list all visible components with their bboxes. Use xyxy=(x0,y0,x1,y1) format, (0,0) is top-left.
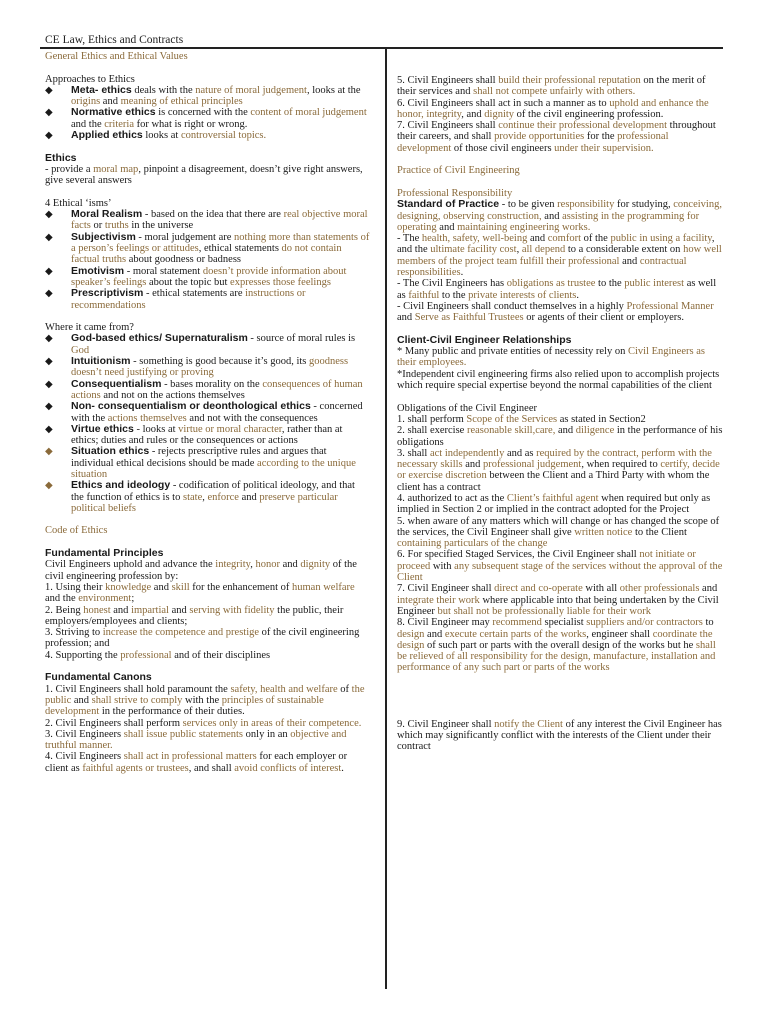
diamond-bullet-icon: ◆ xyxy=(45,446,53,458)
highlighted-text: nothing more than statements of a person’s feelings or attitudes xyxy=(71,231,370,255)
highlighted-text: honor xyxy=(255,559,280,571)
highlighted-text: virtue or moral character xyxy=(178,423,282,435)
diamond-bullet-icon: ◆ xyxy=(45,378,53,390)
highlighted-text: content of moral judgement xyxy=(250,107,367,119)
diamond-bullet-icon: ◆ xyxy=(45,356,53,368)
highlighted-text: notify the Client xyxy=(494,718,563,730)
cc-item-2: *Independent civil engineering firms also relied upon to accomplish projects which require special expertise beyond the normal capabilities of the client xyxy=(397,368,720,392)
highlighted-text: integrity xyxy=(215,559,251,571)
text-run: , rather than at ethics; duties and rules or the consequences or actions xyxy=(71,423,343,447)
fc-item-6 xyxy=(397,98,723,121)
ob-item-6 xyxy=(397,549,723,583)
highlighted-text: direct and co-operate xyxy=(494,583,583,595)
list-item xyxy=(45,356,370,379)
highlighted-text: professional xyxy=(120,649,172,661)
highlighted-text: continue their professional development xyxy=(498,120,668,132)
text-run: , pinpoint a disagreement, doesn’t give right answers, give several answers xyxy=(45,163,363,187)
highlighted-text: comfort xyxy=(547,233,582,245)
diamond-bullet-icon: ◆ xyxy=(45,480,53,492)
text-run: and xyxy=(527,233,548,245)
ethics-description xyxy=(45,164,370,187)
fundamental-principles-heading: Fundamental Principles xyxy=(45,547,164,560)
column-divider xyxy=(385,49,387,989)
text-run: , and shall xyxy=(188,762,235,774)
text-run: Moral Realism xyxy=(71,208,143,221)
text-run: , ethical statements xyxy=(198,243,282,255)
text-run: . xyxy=(341,762,344,774)
text-run: , and the xyxy=(397,233,715,256)
diamond-bullet-icon: ◆ xyxy=(45,231,53,243)
text-run: of the xyxy=(581,233,611,245)
diamond-bullet-icon: ◆ xyxy=(45,401,53,413)
highlighted-text: ultimate facility cost xyxy=(430,244,517,256)
highlighted-text: truths xyxy=(104,220,129,232)
highlighted-text: God xyxy=(71,344,90,356)
highlighted-text: professional development xyxy=(397,131,669,154)
text-run: , and xyxy=(461,108,485,120)
ob-item-2 xyxy=(397,425,723,448)
obligations-heading: Obligations of the Civil Engineer xyxy=(397,402,537,414)
text-run: 3. shall xyxy=(397,447,430,459)
text-run: or agents of their client or employers. xyxy=(523,312,684,324)
text-run: of xyxy=(337,683,352,695)
text-run: Subjectivism xyxy=(71,230,136,243)
fundamental-canons-heading: Fundamental Canons xyxy=(45,671,152,684)
text-run: and xyxy=(541,210,563,222)
highlighted-text: public in using a facility xyxy=(610,233,712,245)
text-run: and xyxy=(238,491,260,503)
text-run: Intuitionism xyxy=(71,355,131,368)
text-run: - bases morality on the xyxy=(161,378,263,390)
text-run: and xyxy=(397,312,415,324)
fc-item-5 xyxy=(397,75,723,98)
list-item xyxy=(45,333,370,356)
highlighted-text: integrate their work xyxy=(397,594,480,606)
list-item xyxy=(45,288,370,311)
text-run: in the universe xyxy=(128,220,194,232)
text-run: as well as xyxy=(397,278,717,301)
highlighted-text: not initiate or proceed xyxy=(397,549,696,572)
highlighted-text: coordinate the design xyxy=(397,628,713,651)
list-item xyxy=(45,266,370,289)
text-run: - The Civil Engineers has xyxy=(397,278,507,290)
highlighted-text: contractual responsibilities xyxy=(397,255,687,279)
text-run: deals with the xyxy=(131,84,196,96)
text-run: and the xyxy=(71,118,105,130)
highlighted-text: serving with fidelity xyxy=(189,604,275,616)
text-run: 1. Using their xyxy=(45,581,106,593)
text-run: Ethics and ideology xyxy=(71,479,171,492)
diamond-bullet-icon: ◆ xyxy=(45,265,53,277)
list-item xyxy=(45,107,370,130)
highlighted-text: other professionals xyxy=(619,583,700,595)
section-professional-responsibility: Professional Responsibility xyxy=(397,187,513,199)
text-run: , xyxy=(250,559,256,571)
highlighted-text: diligence xyxy=(575,425,615,437)
text-run: - The xyxy=(397,233,422,245)
highlighted-text: human welfare xyxy=(292,581,355,593)
highlighted-text: provide opportunities xyxy=(494,131,585,143)
text-run: only in an xyxy=(243,728,291,740)
text-run: Applied ethics xyxy=(71,129,143,142)
fp-item-4 xyxy=(45,650,370,661)
text-run: Standard of Practice xyxy=(397,198,500,211)
highlighted-text: avoid conflicts of interest xyxy=(234,762,342,774)
highlighted-text: written notice xyxy=(574,526,633,538)
header-rule xyxy=(40,47,723,49)
text-run: when required but only as implied in Section 2 or implied in the contract adopted for the Project xyxy=(397,492,711,516)
ob-item-7 xyxy=(397,583,723,617)
text-run: 8. Civil Engineer may xyxy=(397,617,493,629)
text-run: - moral judgement are xyxy=(135,231,235,243)
highlighted-text: faithful agents or trustees xyxy=(82,762,189,774)
document-header xyxy=(45,35,183,46)
highlighted-text: impartial xyxy=(131,604,169,616)
text-run: - provide a xyxy=(45,163,94,175)
text-run: or xyxy=(90,220,105,232)
highlighted-text: containing particulars of the change xyxy=(397,538,548,550)
text-run: Civil Engineers uphold and advance the xyxy=(45,559,216,571)
text-run: and xyxy=(462,459,484,471)
text-run: of the civil engineering profession. xyxy=(514,108,664,120)
text-run: and xyxy=(71,694,92,706)
text-run: Emotivism xyxy=(71,264,125,277)
text-run: - moral statement xyxy=(124,265,203,277)
highlighted-text: honest xyxy=(83,604,111,616)
text-run: , xyxy=(202,491,208,503)
text-run: - to be given xyxy=(499,199,558,211)
text-run: 2. Being xyxy=(45,604,84,616)
text-run: 3. Civil Engineers xyxy=(45,728,124,740)
highlighted-text: certify, decide or exercise discretion xyxy=(397,459,720,482)
text-run: and xyxy=(151,581,172,593)
text-run: and of their disciplines xyxy=(171,649,271,661)
fc-item-4 xyxy=(45,751,370,774)
highlighted-text: expresses those feelings xyxy=(230,276,331,288)
highlighted-text: act independently xyxy=(429,447,505,459)
ob-item-1 xyxy=(397,414,723,425)
highlighted-text: required by the contract, perform with the necessary skills xyxy=(397,447,712,471)
text-run: , when required to xyxy=(581,459,661,471)
highlighted-text: public interest xyxy=(624,278,685,290)
text-run: and xyxy=(279,559,301,571)
text-run: for the xyxy=(584,131,618,143)
text-run: and xyxy=(424,628,445,640)
text-run: the public, their employers/employees and clients; xyxy=(45,604,344,627)
text-run: to the xyxy=(439,289,469,301)
highlighted-text: enforce xyxy=(207,491,239,503)
highlighted-text: the public xyxy=(45,683,365,706)
highlighted-text: knowledge xyxy=(105,581,152,593)
standard-of-practice xyxy=(397,199,723,233)
text-run: throughout their careers, and shall xyxy=(397,120,716,143)
text-run: about goodness or badness xyxy=(126,254,242,266)
highlighted-text: environment xyxy=(78,593,132,605)
text-run: . xyxy=(460,267,464,279)
list-item xyxy=(45,130,370,141)
highlighted-text: origins xyxy=(71,96,101,108)
highlighted-text: responsibility xyxy=(557,199,615,211)
highlighted-text: private interests of clients xyxy=(468,289,577,301)
text-run: in the performance of their duties. xyxy=(99,706,245,718)
highlighted-text: reasonable skill,care, xyxy=(466,425,556,437)
text-run: 2. Civil Engineers shall perform xyxy=(45,717,183,729)
pr-item-3 xyxy=(397,301,723,324)
highlighted-text: but shall not be professionally liable for their work xyxy=(437,605,651,617)
highlighted-text: instructions or recommendations xyxy=(71,288,306,311)
highlighted-text: safety, health and welfare xyxy=(230,683,338,695)
highlighted-text: dignity xyxy=(484,108,515,120)
text-run: Prescriptivism xyxy=(71,287,144,300)
text-run: for each employer or client as xyxy=(45,751,348,774)
highlighted-text: skill xyxy=(171,581,190,593)
text-run: - rejects prescriptive rules and argues that individual ethical decisions should be made xyxy=(71,446,327,469)
highlighted-text: conceiving, designing, observing construction, xyxy=(397,199,722,222)
ob-item-9 xyxy=(397,719,723,753)
ob-item-5 xyxy=(397,516,723,550)
ob-item-4 xyxy=(397,493,723,516)
ob-item-8 xyxy=(397,617,723,673)
highlighted-text: dignity xyxy=(300,559,331,571)
highlighted-text: shall be relieved of all responsibility for the design, manufacture, installation and performance of any such part or parts of the works xyxy=(397,639,716,674)
text-run: of those civil engineers xyxy=(451,142,555,154)
text-run: ; xyxy=(131,593,135,605)
highlighted-text: assisting in the programming for operating xyxy=(397,210,700,233)
highlighted-text: services only in areas of their competence. xyxy=(182,717,362,729)
text-run: Consequentialism xyxy=(71,377,162,390)
highlighted-text: faithful xyxy=(408,289,440,301)
text-run: - concerned with the xyxy=(71,401,363,424)
diamond-bullet-icon: ◆ xyxy=(45,333,53,345)
diamond-bullet-icon: ◆ xyxy=(45,423,53,435)
list-item xyxy=(45,379,370,402)
highlighted-text: professional judgement xyxy=(483,459,582,471)
highlighted-text: objective and truthful manner. xyxy=(45,728,347,752)
text-run: 1. Civil Engineers shall hold paramount the xyxy=(45,683,231,695)
highlighted-text: obligations as trustee xyxy=(506,278,596,290)
text-run: , looks at the xyxy=(306,84,361,96)
text-run: . xyxy=(576,289,579,301)
highlighted-text: design xyxy=(397,628,425,640)
highlighted-text: recommend xyxy=(492,617,542,629)
text-run: of the civil engineering profession by: xyxy=(45,559,357,582)
highlighted-text: goodness doesn’t need justifying or proving xyxy=(71,356,349,379)
section-general-ethics: General Ethics and Ethical Values xyxy=(45,51,188,62)
text-run: - source of moral rules is xyxy=(247,333,356,345)
diamond-bullet-icon: ◆ xyxy=(45,288,53,300)
highlighted-text: build their professional reputation xyxy=(498,75,641,86)
ethics-heading: Ethics xyxy=(45,151,77,164)
text-run: God-based ethics/ Supernaturalism xyxy=(71,332,248,345)
right-column xyxy=(397,75,723,753)
text-run: and xyxy=(699,583,718,595)
text-run: - codification of political ideology, and that the function of ethics is to xyxy=(71,480,355,503)
fc-item-3 xyxy=(45,729,370,752)
text-run: and xyxy=(110,604,132,616)
text-run: Normative ethics xyxy=(71,106,156,119)
header-title: CE Law, Ethics and Contracts xyxy=(45,34,184,46)
list-item: ◆ Meta- ethics deals with the nature of moral judgement, looks at the origins and meaning of ethical principles xyxy=(45,83,361,108)
highlighted-text: shall strive to comply xyxy=(91,694,183,706)
text-run: for studying, xyxy=(614,199,674,211)
list-item xyxy=(45,424,370,447)
text-run: of such part or parts with the overall design of the works but he xyxy=(424,639,696,651)
client-relationships-heading: Client-Civil Engineer Relationships xyxy=(397,333,572,346)
text-run: looks at xyxy=(142,130,181,142)
text-run: - ethical statements are xyxy=(143,288,246,300)
pr-item-2 xyxy=(397,278,723,301)
text-run: and not with the consequences xyxy=(186,412,318,424)
highlighted-text: shall not compete unfairly with others. xyxy=(473,86,636,98)
list-item xyxy=(45,232,370,266)
text-run: for what is right or wrong. xyxy=(133,118,248,130)
text-run: , xyxy=(516,244,522,256)
fp-intro xyxy=(45,559,370,582)
section-practice: Practice of Civil Engineering xyxy=(397,165,520,177)
text-run: and xyxy=(555,425,576,437)
text-run: 4. Supporting the xyxy=(45,649,121,661)
highlighted-text: all depend xyxy=(521,244,566,256)
text-run: Non- consequentialism or deonthological ethics xyxy=(71,400,311,413)
text-run: * Many public and private entities of necessity rely on xyxy=(397,346,628,358)
text-run: 2. shall exercise xyxy=(397,425,467,437)
cc-item-1 xyxy=(397,346,723,369)
text-run: , engineer shall xyxy=(586,628,653,640)
text-run: and xyxy=(619,255,640,267)
highlighted-text: Serve as Faithful Trustees xyxy=(414,312,524,324)
list-item xyxy=(45,446,370,480)
text-run: 3. Striving to xyxy=(45,627,103,639)
text-run: about the topic but xyxy=(146,276,231,288)
highlighted-text: Professional Manner xyxy=(626,300,714,312)
highlighted-text: criteria xyxy=(104,118,134,130)
text-run: Situation ethics xyxy=(71,445,150,458)
text-run: of the civil engineering profession; and xyxy=(45,627,360,650)
highlighted-text: Civil Engineers as their employees. xyxy=(397,346,705,369)
text-run: specialist xyxy=(541,617,587,629)
highlighted-text: actions themselves xyxy=(107,412,187,424)
text-run: in the performance of his obligations xyxy=(397,425,723,448)
text-run: and not on the actions themselves xyxy=(100,389,245,401)
diamond-bullet-icon: ◆ xyxy=(45,130,53,142)
section-code-of-ethics: Code of Ethics xyxy=(45,525,108,537)
highlighted-text: under their supervision. xyxy=(554,142,654,154)
text-run: 4. Civil Engineers xyxy=(45,751,124,763)
text-run: and xyxy=(436,221,458,233)
ob-item-3 xyxy=(397,448,723,493)
highlighted-text: moral map xyxy=(93,163,139,175)
highlighted-text: controversial topics. xyxy=(180,130,267,142)
highlighted-text: any subsequent stage of the services without the approval of the Client xyxy=(397,560,723,584)
text-run: is concerned with the xyxy=(155,107,251,119)
text-run: where applicable into that being undertaken by the Civil Engineer xyxy=(397,594,719,617)
text-run: as stated in Section2 xyxy=(557,413,646,425)
fc-item-7 xyxy=(397,120,723,154)
text-run: 7. Civil Engineer shall xyxy=(397,583,495,595)
text-run: 1. shall perform xyxy=(397,413,467,425)
text-run: Virtue ethics xyxy=(71,422,134,435)
list-item xyxy=(45,480,370,514)
text-run: to a considerable extent on xyxy=(565,244,684,256)
text-run: and xyxy=(168,604,190,616)
fc-item-2 xyxy=(45,718,370,729)
highlighted-text: state xyxy=(182,491,203,503)
highlighted-text: shall act in professional matters xyxy=(123,751,257,763)
highlighted-text: doesn’t provide information about speaker’s feelings xyxy=(71,265,347,288)
diamond-bullet-icon: ◆ xyxy=(45,107,53,119)
text-run: of any interest the Civil Engineer has which may significantly conflict with the interests of the Client under their contract xyxy=(397,718,722,753)
fc-item-1 xyxy=(45,684,370,718)
highlighted-text: health, safety, well-being xyxy=(421,233,528,245)
text-run: to the xyxy=(595,278,625,290)
highlighted-text: shall issue public statements xyxy=(123,728,244,740)
highlighted-text: according to the unique situation xyxy=(71,457,356,480)
text-run: with xyxy=(430,560,455,572)
highlighted-text: increase the competence and prestige xyxy=(102,627,260,639)
text-run: 6. For specified Staged Services, the Civil Engineer shall xyxy=(397,549,640,561)
text-run: 6. Civil Engineers shall act in such a manner as to xyxy=(397,97,610,109)
text-run: with the xyxy=(182,694,222,706)
text-run: - based on the idea that there are xyxy=(142,209,284,221)
isms-heading: 4 Ethical ‘isms’ xyxy=(45,197,112,209)
text-run: with all xyxy=(582,583,620,595)
fp-item-3 xyxy=(45,627,370,650)
text-run: and xyxy=(100,96,121,108)
text-run: to xyxy=(702,617,714,629)
highlighted-text: suppliers and/or contractors xyxy=(586,617,703,629)
approaches-heading: Approaches to Ethics xyxy=(45,73,135,85)
highlighted-text: nature of moral judgement xyxy=(195,84,307,96)
highlighted-text: how well members of the project team fulfill their professional xyxy=(397,244,722,267)
text-run: - Civil Engineers shall conduct themselves in a highly xyxy=(397,300,627,312)
text-run: on the merit of their services and xyxy=(397,75,706,98)
list-item xyxy=(45,209,370,232)
text-run: for the enhancement of xyxy=(189,581,293,593)
highlighted-text: preserve particular political beliefs xyxy=(71,491,338,514)
highlighted-text: do not contain factual truths xyxy=(71,243,342,266)
highlighted-text: meaning of ethical principles xyxy=(120,96,243,108)
pr-item-1 xyxy=(397,233,723,278)
text-run: 7. Civil Engineers shall xyxy=(397,120,499,132)
diamond-bullet-icon: ◆ xyxy=(45,209,53,221)
where-heading: Where it came from? xyxy=(45,322,134,334)
text-run: between the Client and a Third Party with whom the client has a contract xyxy=(397,470,710,493)
text-run: 4. authorized to act as the xyxy=(397,492,507,504)
highlighted-text: uphold and enhance the honor, integrity xyxy=(397,97,709,120)
highlighted-text: real objective moral facts xyxy=(71,209,368,232)
highlighted-text: Scope of the Services xyxy=(466,413,558,425)
text-run: - something is good because it’s good, its xyxy=(130,356,309,368)
fp-item-1 xyxy=(45,582,370,605)
highlighted-text: consequences of human actions xyxy=(71,378,363,401)
list-item xyxy=(45,401,370,424)
highlighted-text: Client’s faithful agent xyxy=(506,492,599,504)
highlighted-text: execute certain parts of the works xyxy=(444,628,587,640)
highlighted-text: maintaining engineering works. xyxy=(457,221,591,233)
text-run: to the Client xyxy=(632,526,687,538)
text-run: 9. Civil Engineer shall xyxy=(397,718,495,730)
text-run: 5. when aware of any matters which will change or has changed the scope of the services, the Civil Engineer shall give xyxy=(397,515,720,538)
left-column xyxy=(45,51,370,774)
text-run: 5. Civil Engineers shall xyxy=(397,75,499,86)
highlighted-text: principles of sustainable development xyxy=(45,694,324,718)
diamond-bullet-icon: ◆ xyxy=(45,84,53,96)
text-run: and the xyxy=(45,593,79,605)
text-run: - looks at xyxy=(133,423,179,435)
text-run: and as xyxy=(504,447,537,459)
fp-item-2 xyxy=(45,605,370,628)
